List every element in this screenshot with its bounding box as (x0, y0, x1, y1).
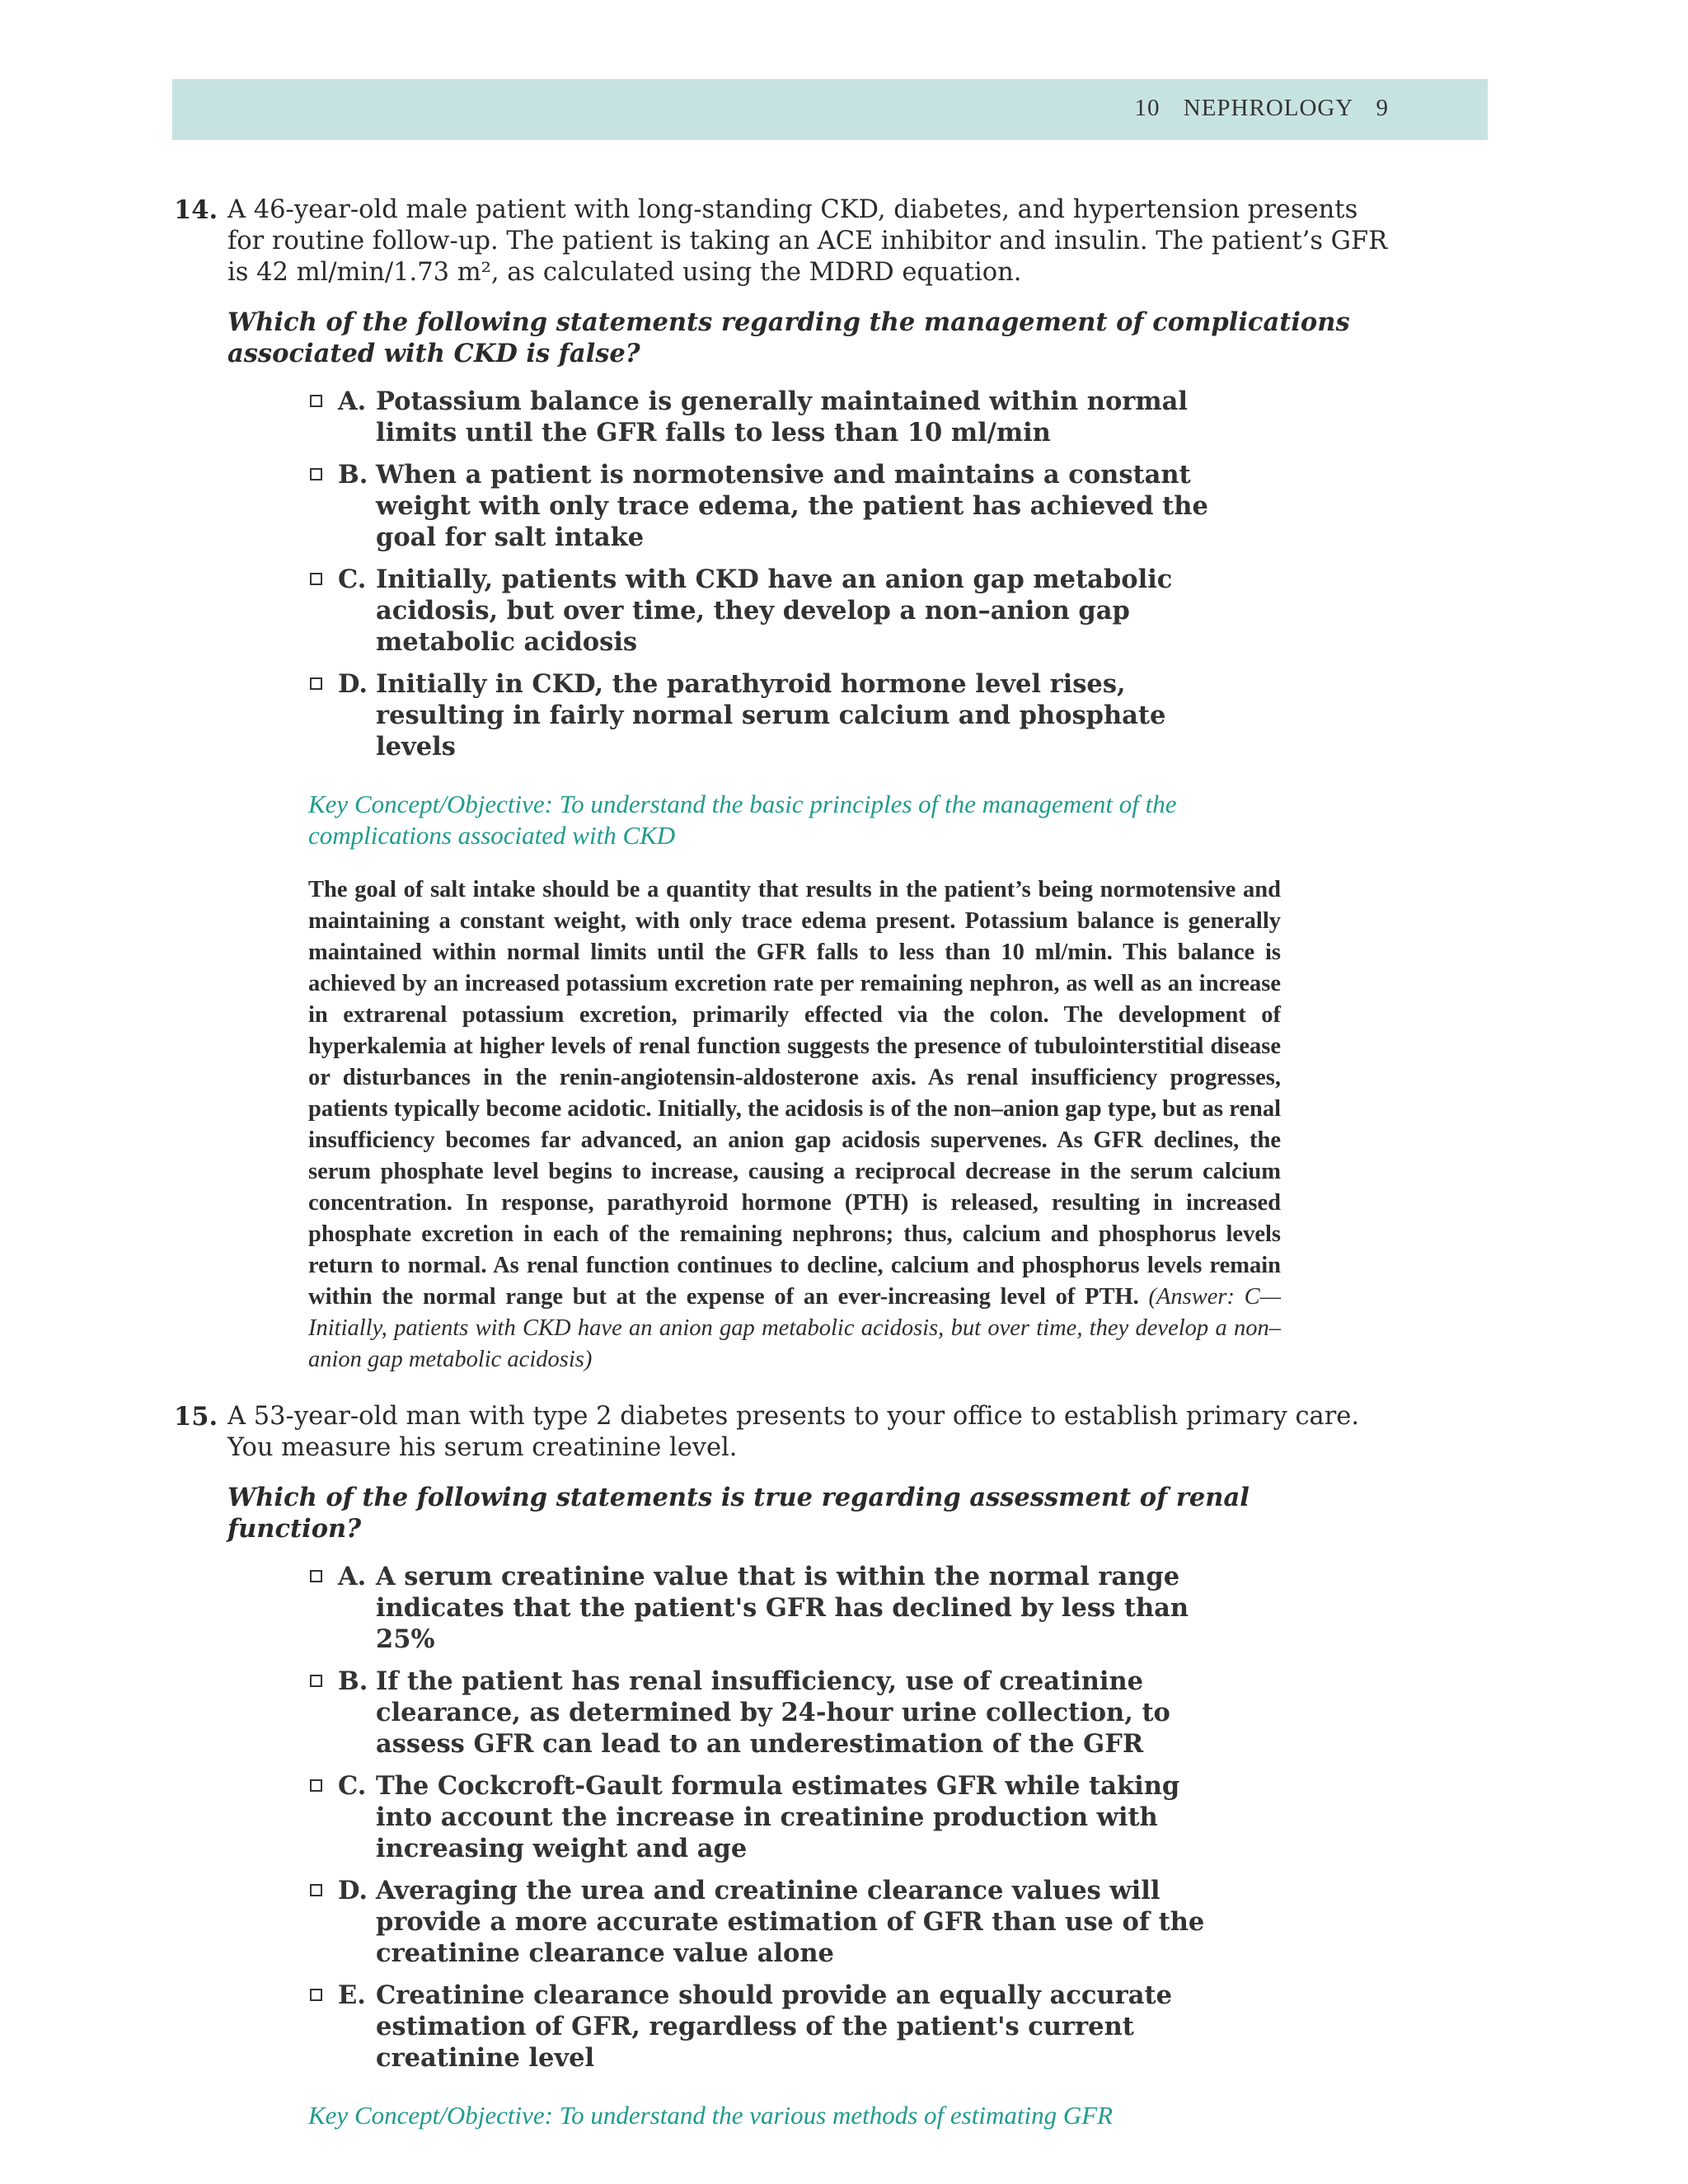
option-b[interactable] (308, 459, 1231, 553)
running-header (172, 79, 1488, 140)
explanation-text: The goal of salt intake should be a quantity that results in the patient’s being normotensive and maintaining a constant weight, with only trace edema present. Potassium balance is generally maintained within normal limits until the GFR falls to less than 10 ml/min. This balance is achieved by an increased potassium excretion rate per remaining nephron, as well as an increase in extrarenal potassium excretion, primarily effected via the colon. The development of hyperkalemia at higher levels of renal function suggests the presence of tubulointerstitial disease or disturbances in the renin-angiotensin-aldosterone axis. As renal insufficiency progresses, patients typically become acidotic. Initially, the acidosis is of the non–anion gap type, but as renal insufficiency becomes far advanced, an anion gap acidosis supervenes. As GFR declines, the serum phosphate level begins to increase, causing a reciprocal decrease in the serum calcium concentration. In response, parathyroid hormone (PTH) is released, resulting in increased phosphate excretion in each of the remaining nephrons; thus, calcium and phosphorus levels return to normal. As renal function continues to decline, calcium and phosphorus levels remain within the normal range but at the expense of an ever-increasing level of PTH. (308, 877, 1281, 1310)
key-concept: Key Concept/Objective: To understand the various methods of estimating GFR (308, 2101, 1114, 2130)
option-a[interactable] (308, 386, 1231, 448)
checkbox-icon[interactable] (310, 1570, 322, 1582)
checkbox-icon[interactable] (310, 677, 322, 690)
option-letter: B. (338, 460, 368, 490)
question-number: 14. (174, 195, 218, 225)
checkbox-icon[interactable] (310, 468, 322, 480)
question-stem-text: A 53-year-old man with type 2 diabetes presents to your office to establish primary care. You measure his serum creatinine level. (227, 1402, 1360, 1462)
checkbox-icon[interactable] (310, 1989, 322, 2001)
option-text: Averaging the urea and creatinine clearance values will provide a more accurate estimation of GFR than use of the creatinine clearance value alone (376, 1876, 1205, 1968)
checkbox-icon[interactable] (310, 1675, 322, 1687)
chapter-number: 10 (1134, 95, 1160, 121)
option-letter: E. (338, 1980, 366, 2010)
option-letter: D. (338, 1876, 368, 1905)
checkbox-icon[interactable] (310, 573, 322, 585)
question-stem (174, 194, 1390, 288)
option-d[interactable] (308, 668, 1231, 762)
question-prompt: Which of the following statements regarding the management of complications associated with CKD is false? (227, 307, 1350, 368)
option-text: Creatinine clearance should provide an equally accurate estimation of GFR, regardless of the patient's current creatinine level (376, 1980, 1173, 2073)
option-b[interactable] (308, 1666, 1231, 1760)
option-letter: A. (338, 1562, 367, 1591)
question-stem-text: A 46-year-old male patient with long-standing CKD, diabetes, and hypertension presents for routine follow-up. The patient is taking an ACE inhibitor and insulin. The patient’s GFR is 42 ml/min/1.73 m², as calculated using the MDRD equation. (227, 195, 1388, 287)
option-e[interactable] (308, 1980, 1231, 2074)
option-letter: A. (338, 387, 367, 416)
key-concept: Key Concept/Objective: To understand the basic principles of the management of the complications associated with CKD (308, 790, 1177, 850)
option-letter: D. (338, 669, 368, 699)
option-letter: C. (338, 1771, 367, 1801)
question-prompt: Which of the following statements is true regarding assessment of renal function? (227, 1483, 1250, 1544)
checkbox-icon[interactable] (310, 395, 322, 407)
question-number: 15. (174, 1402, 218, 1432)
header-text (1135, 95, 1389, 122)
option-text: When a patient is normotensive and maintains a constant weight with only trace edema, the patient has achieved the goal for salt intake (376, 460, 1208, 552)
answer-options (308, 386, 1231, 762)
option-text: Initially, patients with CKD have an anion gap metabolic acidosis, but over time, they develop a non–anion gap metabolic acidosis (376, 565, 1173, 657)
section-title: NEPHROLOGY (1183, 95, 1353, 121)
answer-text: (Answer: C—Initially, patients with CKD have an anion gap metabolic acidosis, but over time, they develop a non–anion gap metabolic acidosis) (308, 1284, 1281, 1372)
option-c[interactable] (308, 564, 1231, 658)
option-text: Potassium balance is generally maintained within normal limits until the GFR falls to less than 10 ml/min (376, 387, 1188, 448)
page-number: 9 (1376, 95, 1389, 121)
option-text: The Cockcroft-Gault formula estimates GFR while taking into account the increase in creatinine production with increasing weight and age (376, 1771, 1180, 1863)
option-text: If the patient has renal insufficiency, use of creatinine clearance, as determined by 24-hour urine collection, to assess GFR can lead to an underestimation of the GFR (376, 1666, 1170, 1759)
explanation (308, 874, 1281, 1376)
answer-options (308, 1561, 1231, 2074)
option-d[interactable] (308, 1875, 1231, 1969)
question-stem (174, 1401, 1390, 1464)
question-14 (174, 194, 1390, 1376)
option-text: A serum creatinine value that is within the normal range indicates that the patient's GFR has declined by less than 25% (376, 1562, 1189, 1654)
checkbox-icon[interactable] (310, 1884, 322, 1896)
option-letter: B. (338, 1666, 368, 1696)
question-15 (174, 1401, 1390, 2131)
option-c[interactable] (308, 1770, 1231, 1864)
option-letter: C. (338, 565, 367, 594)
option-a[interactable] (308, 1561, 1231, 1655)
option-text: Initially in CKD, the parathyroid hormone level rises, resulting in fairly normal serum calcium and phosphate levels (376, 669, 1166, 762)
checkbox-icon[interactable] (310, 1779, 322, 1792)
